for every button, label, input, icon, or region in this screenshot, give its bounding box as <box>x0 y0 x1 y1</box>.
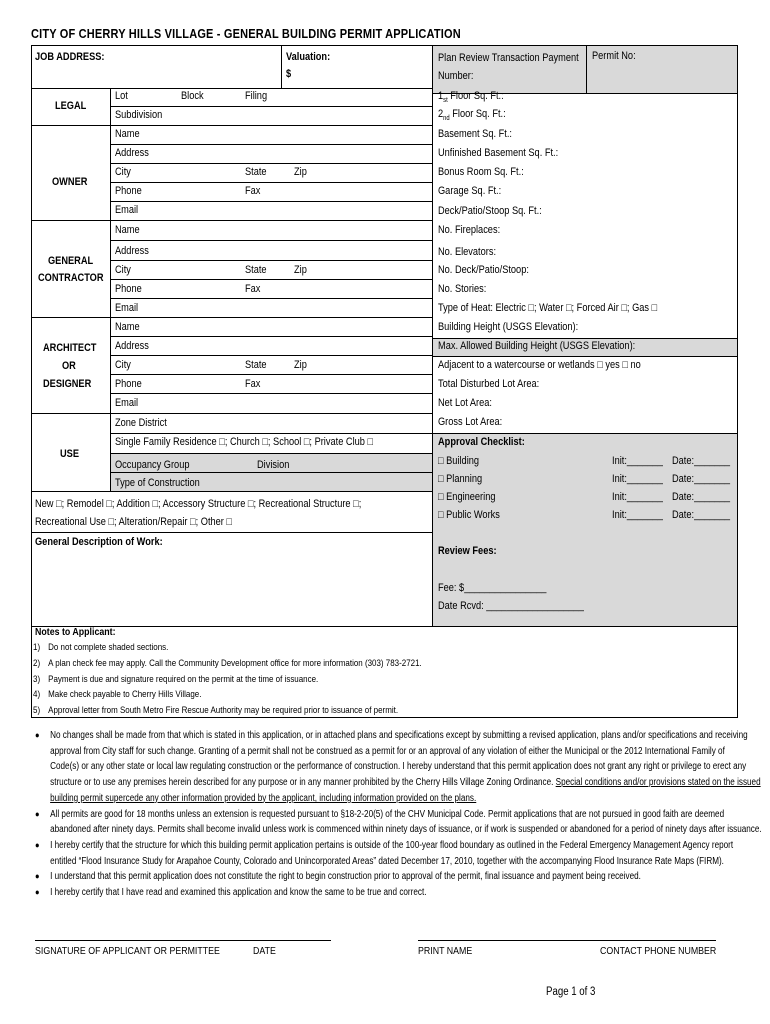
work-types-line-2: Recreational Use □; Alteration/Repair □; Other □ <box>35 516 233 528</box>
max-height-label: Max. Allowed Building Height (USGS Elevation): <box>438 340 636 352</box>
approval-building: □ Building <box>438 455 480 467</box>
construction-type: Type of Construction <box>115 477 200 489</box>
architect-email: Email <box>115 397 139 409</box>
approval-public-works: □ Public Works <box>438 509 500 521</box>
stories-label: No. Stories: <box>438 283 487 295</box>
approval-planning-date: Date:_______ <box>672 473 731 485</box>
net-lot-label: Net Lot Area: <box>438 397 492 409</box>
permit-no-label: Permit No: <box>592 50 636 62</box>
notes-list <box>33 640 422 719</box>
approval-public-works-date: Date:_______ <box>672 509 731 521</box>
filing-label: Filing <box>245 90 268 102</box>
architect-fax: Fax <box>245 378 261 390</box>
approval-engineering-init: Init:_______ <box>612 491 663 503</box>
architect-name: Name <box>115 321 140 333</box>
building-height-label: Building Height (USGS Elevation): <box>438 321 579 333</box>
job-address-label: JOB ADDRESS: <box>35 51 105 63</box>
plan-review-label: Plan Review Transaction Payment <box>438 52 579 64</box>
architect-label-3: DESIGNER <box>43 378 92 390</box>
lot-label: Lot <box>115 90 128 102</box>
notes-title: Notes to Applicant: <box>35 626 116 638</box>
contractor-phone: Phone <box>115 283 142 295</box>
fireplaces-label: No. Fireplaces: <box>438 224 501 236</box>
note-item: 5) Approval letter from South Metro Fire Rescue Authority may be required prior to issuance of permit. <box>33 705 399 717</box>
subdivision-label: Subdivision <box>115 109 163 121</box>
approval-engineering-date: Date:_______ <box>672 491 731 503</box>
disturbed-area-label: Total Disturbed Lot Area: <box>438 378 540 390</box>
legal-label: LEGAL <box>55 100 87 112</box>
note-item: 1) Do not complete shaded sections. <box>33 642 169 653</box>
owner-fax: Fax <box>245 185 261 197</box>
approval-building-init: Init:_______ <box>612 455 663 467</box>
approval-building-date: Date:_______ <box>672 455 731 467</box>
basement-label: Basement Sq. Ft.: <box>438 128 512 140</box>
contractor-state: State <box>245 264 267 276</box>
description-label: General Description of Work: <box>35 536 163 548</box>
occupancy-group: Occupancy Group <box>115 459 190 471</box>
approval-engineering: □ Engineering <box>438 491 496 503</box>
gross-lot-label: Gross Lot Area: <box>438 416 503 428</box>
page-number: Page 1 of 3 <box>546 986 596 998</box>
page-title: CITY OF CHERRY HILLS VILLAGE - GENERAL BUILDING PERMIT APPLICATION <box>31 27 461 41</box>
review-fees-title: Review Fees: <box>438 545 497 557</box>
elevators-label: No. Elevators: <box>438 246 497 258</box>
bullet-1: ● No changes shall be made from that which is stated in this application, or in attached plans and specifications except by submitting a revised application, plans and/or specifications and receiving approval from City staff for such change. Granting of a permit shall not be construed as a permit for or an approval of any violation of either the Municipal or the 2012 International Family of Code(s) or any other state or local law regulating construction or the performance of construction. I hereby understand that this permit application does not grant any right or privilege to erect any structure or to use any premises herein described for any purpose or in any manner prohibited by the Cherry Hills Village Zoning Ordinance. Special conditions and/or provisions stated on the issued building permit supercede any other information provided by the applicant, including information provided on the plans. ● All permits are good for 18 months unless an extension is requested pursuant to §18-2-20(5) of the CHV Municipal Code. Permit applications that are not pursued in good faith are deemed abandoned after ninety days. Permits shall become invalid unless work is commenced within ninety days of issuance, or if work is suspended or abandoned for a period of ninety days after issuance. ● I hereby certify that the structure for which this building permit application pertains is outside of the 100-year flood boundary as outlined in the Federal Emergency Management Agency report entitled “Flood Insurance Study for Arapahoe County, Colorado and Unincorporated Areas” dated December 17, 2010, together with the accompanying Flood Insurance Rate Maps (FIRM). ● I understand that this permit application does not constitute the right to begin construction prior to approval of the permit, final issuance and payment being received. ● I hereby certify that I have read and examined this application and know the same to be true and correct. <box>35 730 762 899</box>
bonus-room-label: Bonus Room Sq. Ft.: <box>438 166 524 178</box>
note-item: 3) Payment is due and signature required on the permit at the time of issuance. <box>33 673 319 685</box>
use-types: Single Family Residence □; Church □; School □; Private Club □ <box>115 436 374 448</box>
approval-planning-init: Init:_______ <box>612 473 663 485</box>
use-label: USE <box>60 448 80 460</box>
note-item: 2) A plan check fee may apply. Call the Community Development office for more information (303) 783-2721. <box>33 657 422 669</box>
architect-label-2: OR <box>62 360 76 372</box>
garage-label: Garage Sq. Ft.: <box>438 185 502 197</box>
approval-title: Approval Checklist: <box>438 436 525 448</box>
contractor-label-2: CONTRACTOR <box>38 272 104 284</box>
contractor-label-1: GENERAL <box>48 255 94 267</box>
phone-label: CONTACT PHONE NUMBER <box>600 945 717 957</box>
note-item: 4) Make check payable to Cherry Hills Village. <box>33 689 202 701</box>
owner-zip: Zip <box>294 166 307 178</box>
signature-label: SIGNATURE OF APPLICANT OR PERMITTEE <box>35 945 220 957</box>
division-label: Division <box>257 459 290 471</box>
zone-district: Zone District <box>115 417 167 429</box>
architect-address: Address <box>115 340 149 352</box>
deck-label: Deck/Patio/Stoop Sq. Ft.: <box>438 205 542 217</box>
architect-phone: Phone <box>115 378 142 390</box>
floor2-label: $2_{nd}$ Floor Sq. Ft.: <box>438 108 506 123</box>
contractor-fax: Fax <box>245 283 261 295</box>
contractor-name: Name <box>115 224 140 236</box>
print-name-label: PRINT NAME <box>418 945 473 957</box>
contractor-city: City <box>115 264 131 276</box>
decks-label: No. Deck/Patio/Stoop: <box>438 264 529 276</box>
valuation-label: Valuation: <box>286 51 331 63</box>
architect-state: State <box>245 359 267 371</box>
floor1-label: $1_{st}$ Floor Sq. Ft.: <box>438 90 504 105</box>
contractor-address: Address <box>115 245 149 257</box>
fee-line: Fee: $________________ <box>438 582 547 594</box>
heat-type-label: Type of Heat: Electric □; Water □; Forced Air □; Gas □ <box>438 302 658 314</box>
approval-planning: □ Planning <box>438 473 483 485</box>
architect-zip: Zip <box>294 359 307 371</box>
approval-public-works-init: Init:_______ <box>612 509 663 521</box>
contractor-email: Email <box>115 302 139 314</box>
work-types-line-1: New □; Remodel □; Addition □; Accessory Structure □; Recreational Structure □; <box>35 498 362 510</box>
owner-email: Email <box>115 204 139 216</box>
owner-city: City <box>115 166 131 178</box>
owner-name: Name <box>115 128 140 140</box>
adjacent-label: Adjacent to a watercourse or wetlands □ yes □ no <box>438 359 641 371</box>
plan-review-label-2: Number: <box>438 70 474 82</box>
owner-address: Address <box>115 147 149 159</box>
signature-line[interactable] <box>35 940 331 941</box>
owner-state: State <box>245 166 267 178</box>
owner-label: OWNER <box>52 176 88 188</box>
date-label: DATE <box>253 945 276 957</box>
architect-label-1: ARCHITECT <box>43 342 97 354</box>
architect-city: City <box>115 359 131 371</box>
block-label: Block <box>181 90 204 102</box>
date-rcvd-line: Date Rcvd: ___________________ <box>438 600 584 612</box>
valuation-sym: $ <box>286 68 292 80</box>
owner-phone: Phone <box>115 185 142 197</box>
contractor-zip: Zip <box>294 264 307 276</box>
print-name-line[interactable] <box>418 940 716 941</box>
unfinished-basement-label: Unfinished Basement Sq. Ft.: <box>438 147 559 159</box>
